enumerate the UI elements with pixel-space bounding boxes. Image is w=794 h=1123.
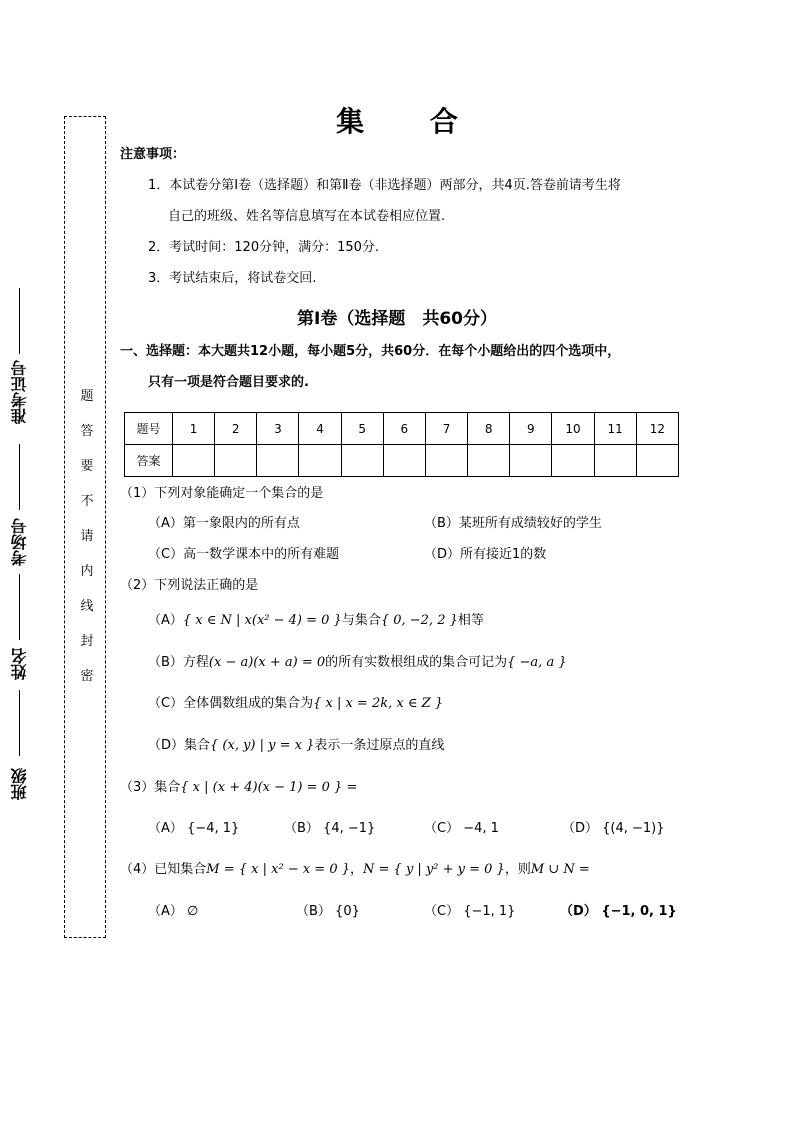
q2-option-b-expr: (x − a)(x + a) = 0: [208, 655, 326, 670]
answer-cell[interactable]: [299, 445, 341, 477]
q4-option-b: （B） {0}: [296, 904, 360, 919]
q3-option-a: （A） {−4, 1}: [148, 821, 240, 836]
q2-option-b: [148, 654, 567, 672]
q2-option-a-set1: { x ∈ N | x(x² − 4) = 0 }: [182, 613, 342, 628]
table-header-cell: 题号: [125, 413, 173, 445]
q1-stem: （1）下列对象能确定一个集合的是: [120, 486, 324, 501]
question-number-cell: 10: [552, 413, 594, 445]
seal-char: 内: [80, 564, 94, 579]
room-label: 考场号: [10, 518, 29, 566]
q1-option-d: （D）所有接近1的数: [424, 547, 547, 562]
notice-item-1: 1．本试卷分第Ⅰ卷（选择题）和第Ⅱ卷（非选择题）两部分，共4页.答卷前请考生将: [148, 178, 621, 193]
q3-option-c: （C） −4, 1: [424, 821, 499, 836]
q2-option-b-set: { −a, a }: [507, 655, 567, 670]
q4-stem-end: ，则: [504, 862, 531, 877]
page-title: 集 合: [336, 105, 486, 138]
q3-stem-label: （3）集合: [120, 780, 181, 795]
answer-cell[interactable]: [383, 445, 425, 477]
seal-char: 密: [80, 669, 94, 684]
instructions-line-2: 只有一项是符合题目要求的.: [148, 375, 309, 390]
answer-cell[interactable]: [468, 445, 510, 477]
q4-stem-sep: ，: [350, 862, 364, 877]
seal-char: 答: [80, 424, 94, 439]
q4-stem-m: M = { x | x² − x = 0 }: [206, 862, 350, 877]
q2-option-a-set2: { 0, −2, 2 }: [380, 613, 458, 628]
room-blank-line[interactable]: [19, 444, 20, 510]
answer-cell[interactable]: [257, 445, 299, 477]
question-number-cell: 1: [173, 413, 215, 445]
question-number-cell: 7: [425, 413, 467, 445]
q2-option-c: [148, 695, 443, 713]
question-number-cell: 9: [510, 413, 552, 445]
notice-heading: 注意事项：: [120, 147, 186, 162]
question-number-cell: 3: [257, 413, 299, 445]
name-blank-line[interactable]: [19, 574, 20, 640]
seal-line-box: [64, 116, 106, 938]
q2-option-a-label: （A）: [148, 613, 183, 628]
q2-option-b-label: （B）方程: [148, 655, 209, 670]
q4-option-c: （C） {−1, 1}: [424, 904, 516, 919]
q2-option-c-label: （C）全体偶数组成的集合为: [148, 696, 314, 711]
seal-char: 封: [80, 634, 94, 649]
q2-stem: （2）下列说法正确的是: [120, 578, 259, 593]
exam-id-label: 准考证号: [10, 360, 29, 424]
answer-cell[interactable]: [215, 445, 257, 477]
seal-char: 题: [80, 389, 94, 404]
question-number-cell: 4: [299, 413, 341, 445]
question-number-cell: 8: [468, 413, 510, 445]
answer-cell[interactable]: [341, 445, 383, 477]
table-row: [125, 445, 679, 477]
question-number-cell: 5: [341, 413, 383, 445]
q2-option-c-set: { x | x = 2k, x ∈ Z }: [313, 696, 444, 711]
q2-option-a-mid: 与集合: [341, 613, 381, 628]
q4-option-d: （D） {−1, 0, 1}: [560, 904, 677, 919]
seal-char: 不: [80, 494, 94, 509]
notice-item-1-cont: 自己的班级、姓名等信息填写在本试卷相应位置.: [168, 209, 446, 224]
q2-option-a: [148, 612, 484, 630]
notice-item-3: 3．考试结束后，将试卷交回.: [148, 271, 317, 286]
q2-option-d: [148, 737, 444, 755]
q4-stem-n: N = { y | y² + y = 0 }: [363, 862, 505, 877]
answer-cell[interactable]: [425, 445, 467, 477]
q4-option-a: （A） ∅: [148, 904, 199, 919]
question-number-cell: 12: [636, 413, 678, 445]
seal-char: 请: [80, 529, 94, 544]
q2-option-b-mid: 的所有实数根组成的集合可记为: [325, 655, 508, 670]
notice-item-2: 2．考试时间：120分钟，满分：150分.: [148, 240, 380, 255]
seal-char: 要: [80, 459, 94, 474]
instructions-line-1: 一、选择题：本大题共12小题，每小题5分，共60分．在每个小题给出的四个选项中，: [120, 344, 621, 359]
q1-option-a: （A）第一象限内的所有点: [148, 516, 300, 531]
q4-stem: [120, 861, 590, 879]
class-blank-line[interactable]: [19, 690, 20, 756]
answer-table: [124, 412, 679, 477]
answer-cell[interactable]: [594, 445, 636, 477]
answer-cell[interactable]: [173, 445, 215, 477]
q2-option-d-set: { (x, y) | y = x }: [210, 738, 315, 753]
question-number-cell: 11: [594, 413, 636, 445]
table-row: [125, 413, 679, 445]
q3-stem: [120, 779, 357, 797]
answer-cell[interactable]: [552, 445, 594, 477]
q1-option-c: （C）高一数学课本中的所有难题: [148, 547, 340, 562]
q4-stem-union: M ∪ N =: [530, 862, 590, 877]
answer-cell[interactable]: [510, 445, 552, 477]
question-number-cell: 6: [383, 413, 425, 445]
q2-option-a-end: 相等: [457, 613, 484, 628]
q1-option-b: （B）某班所有成绩较好的学生: [424, 516, 602, 531]
q2-option-d-label: （D）集合: [148, 738, 211, 753]
q4-stem-label: （4）已知集合: [120, 862, 207, 877]
question-number-cell: 2: [215, 413, 257, 445]
name-label: 姓名: [10, 648, 29, 680]
q3-option-b: （B） {4, −1}: [284, 821, 376, 836]
class-label: 班级: [10, 768, 29, 800]
section-title: 第Ⅰ卷（选择题 共60分）: [297, 309, 497, 329]
q3-option-d: （D） {(4, −1)}: [562, 821, 665, 836]
q2-option-d-end: 表示一条过原点的直线: [314, 738, 445, 753]
seal-char: 线: [80, 599, 94, 614]
table-header-cell: 答案: [125, 445, 173, 477]
q3-stem-set: { x | (x + 4)(x − 1) = 0 } =: [180, 780, 358, 795]
answer-cell[interactable]: [636, 445, 678, 477]
